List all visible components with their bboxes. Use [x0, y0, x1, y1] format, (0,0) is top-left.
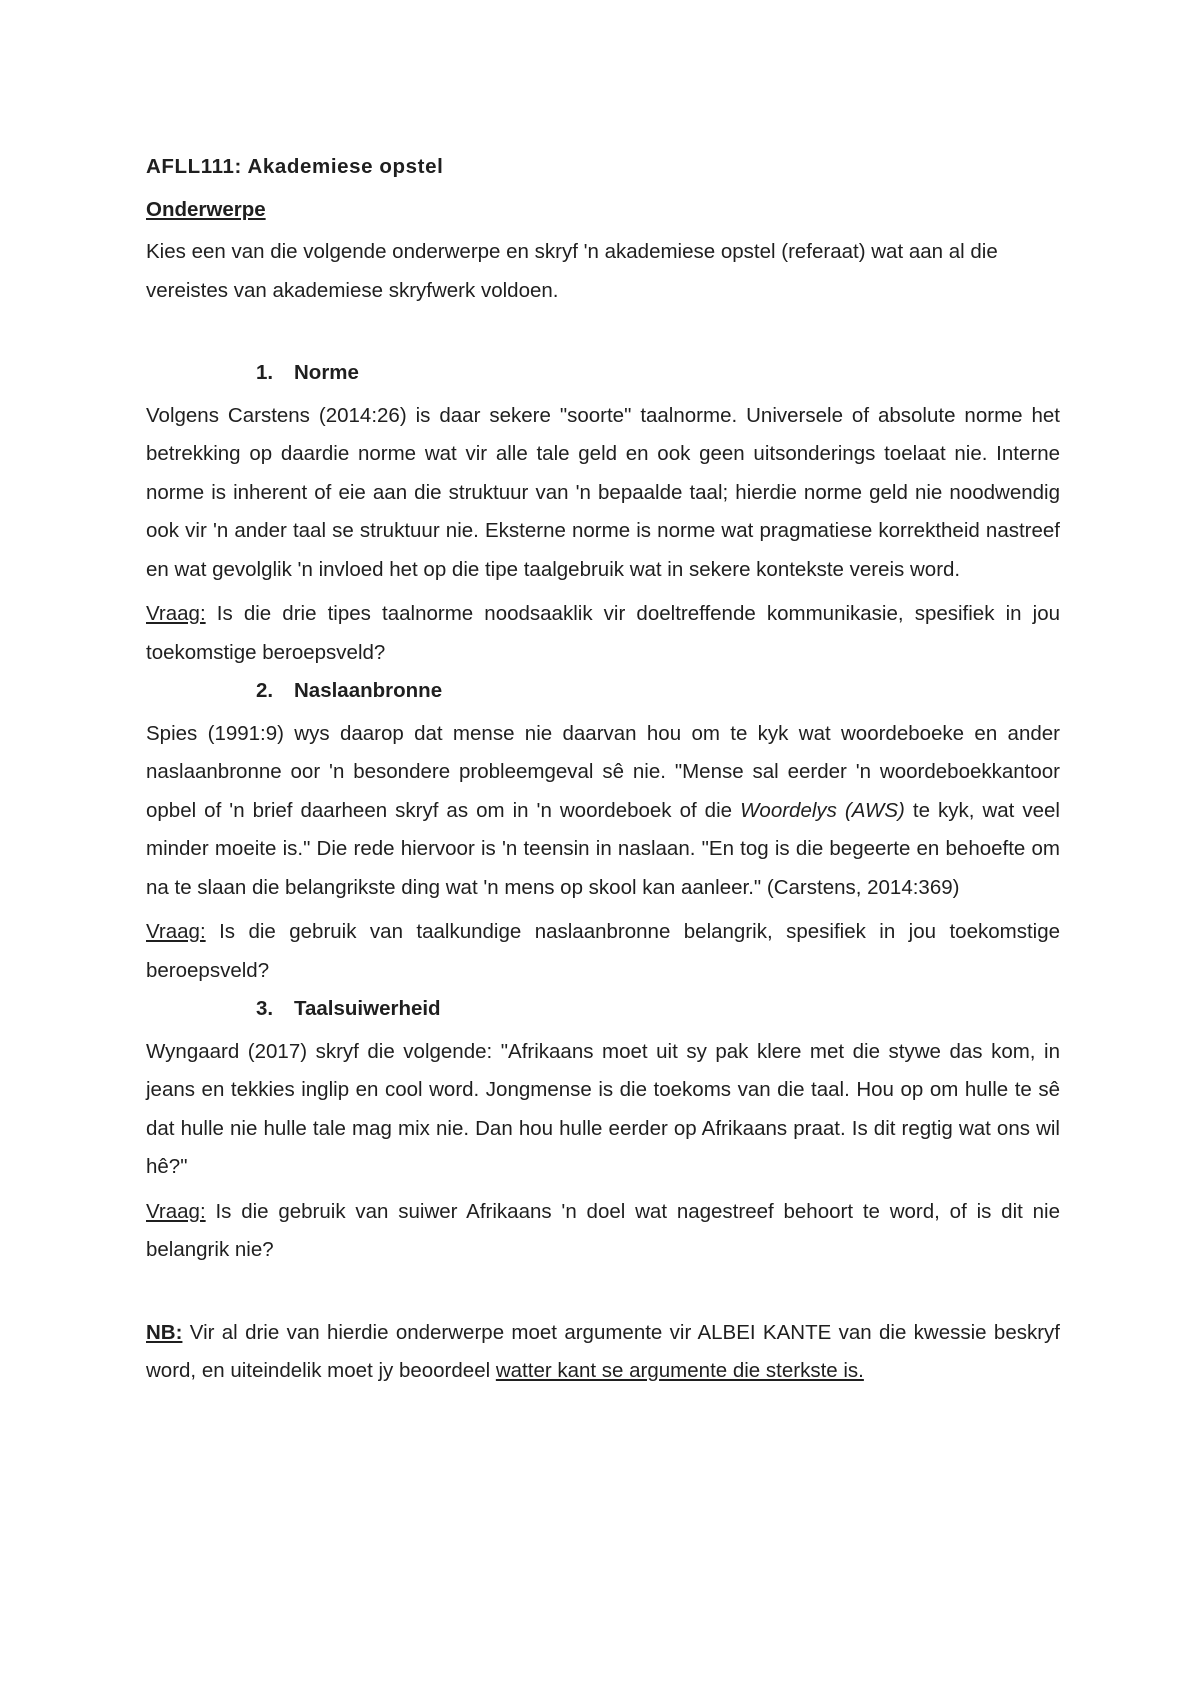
- section-norme: [146, 354, 1060, 672]
- section-question: [146, 913, 1060, 990]
- topics-heading: Onderwerpe: [146, 197, 266, 221]
- section-body: Wyngaard (2017) skryf die volgende: "Afrikaans moet uit sy pak klere met die stywe das kom, in jeans en tekkies inglip en cool word. Jongmense is die toekoms van die taal. Hou op om hulle te sê dat hulle nie hulle tale mag mix nie. Dan hou hulle eerder op Afrikaans praat. Is dit regtig wat ons wil hê?": [146, 1039, 1060, 1178]
- section-naslaanbronne: [146, 672, 1060, 990]
- question-label: Vraag:: [146, 602, 206, 625]
- section-taalsuiwerheid: [146, 990, 1060, 1270]
- nb-underlined-text: watter kant se argumente die sterkste is.: [495, 1359, 864, 1382]
- section-question: [146, 1193, 1060, 1270]
- question-label: Vraag:: [146, 1199, 206, 1223]
- body-italic-text: Woordelys (AWS): [740, 798, 905, 822]
- nb-label: NB:: [146, 1320, 183, 1344]
- nb-text: Vir al drie van hierdie onderwerpe moet argumente vir ALBEI KANTE van die kwessie beskryf word, en uiteindelik moet jy beoordeel: [146, 1320, 1060, 1382]
- question-label: Vraag:: [146, 920, 206, 943]
- section-body: Volgens Carstens (2014:26) is daar sekere "soorte" taalnorme. Universele of absolute norme het betrekking op daardie norme wat vir alle tale geld en ook geen uitsonderings toelaat nie. Interne norme is inherent of eie aan die struktuur van 'n bepaalde taal; hierdie norme geld nie noodwendig ook vir 'n ander taal se struktuur nie. Eksterne norme is norme wat pragmatiese korrektheid nastreef en wat gevolglik 'n invloed het op die tipe taalgebruik wat in sekere kontekste vereis word.: [146, 403, 1060, 581]
- intro-paragraph: Kies een van die volgende onderwerpe en skryf 'n akademiese opstel (referaat) wat aan al die vereistes van akademiese skryfwerk voldoen.: [146, 240, 998, 302]
- section-number: 1.: [256, 361, 274, 384]
- question-text: Is die gebruik van taalkundige naslaanbronne belangrik, spesifiek in jou toekomstige beroepsveld?: [146, 920, 1060, 982]
- section-heading: [256, 672, 1060, 711]
- document-title: AFLL111: Akademiese opstel: [146, 155, 444, 178]
- section-title: Taalsuiwerheid: [294, 997, 441, 1020]
- section-heading: [256, 354, 1060, 393]
- nb-note: [146, 1314, 1060, 1391]
- question-text: Is die drie tipes taalnorme noodsaaklik vir doeltreffende kommunikasie, spesifiek in jou toekomstige beroepsveld?: [146, 602, 1060, 664]
- question-text: Is die gebruik van suiwer Afrikaans 'n doel wat nagestreef behoort te word, of is dit nie belangrik nie?: [146, 1199, 1060, 1261]
- section-heading: [256, 990, 1060, 1029]
- body-text: Spies (1991:9) wys daarop dat mense nie daarvan hou om te kyk wat woordeboeke en ander naslaanbronne oor 'n besondere probleemgeval sê nie. "Mense sal eerder 'n woordeboekkantoor opbel of 'n brief daarheen skryf as om in 'n woordeboek of die: [146, 721, 1060, 822]
- section-title: Naslaanbronne: [294, 679, 443, 702]
- section-number: 3.: [256, 997, 274, 1020]
- section-question: [146, 595, 1060, 672]
- body-text: te kyk, wat veel minder moeite is." Die rede hiervoor is 'n teensin in naslaan. "En tog is die begeerte en behoefte om na te slaan die belangrikste ding wat 'n mens op skool kan aanleer." (Carstens, 2014:369): [146, 798, 1060, 899]
- section-body: [146, 715, 1060, 908]
- section-title: Norme: [294, 361, 359, 384]
- document-page: [146, 148, 1060, 1391]
- section-number: 2.: [256, 679, 274, 702]
